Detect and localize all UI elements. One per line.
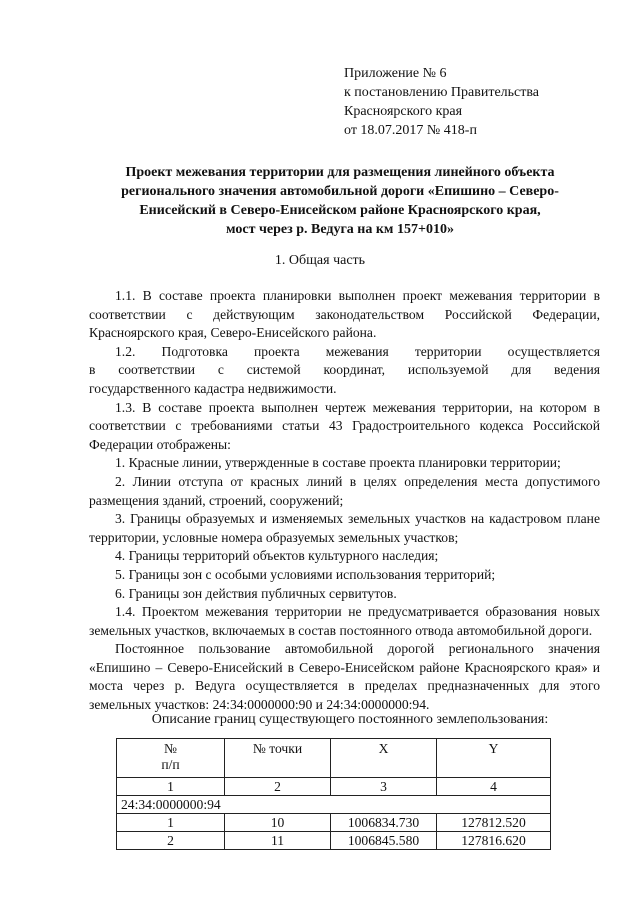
table-header-row	[117, 739, 551, 778]
column-number-cell: 2	[225, 778, 331, 796]
list-item: 2. Линии отступа от красных линий в целях определения места допустимого размещения зданий, строений, сооружений;	[89, 473, 600, 508]
table-row	[117, 832, 551, 850]
appendix-line: Приложение № 6	[344, 66, 447, 81]
list-item: 3. Границы образуемых и изменяемых земельных участков на кадастровом плане территории, условные номера образуемых земельных участков;	[89, 511, 600, 545]
header-x-cell: X	[331, 739, 437, 778]
y-cell: 127816.620	[437, 832, 551, 850]
title-line: Енисейский в Северо-Енисейском районе Красноярского края,	[139, 203, 541, 218]
header-number-line1: №	[164, 741, 177, 756]
parcel-number-cell: 24:34:0000000:94	[117, 796, 551, 814]
title-line: регионального значения автомобильной дороги «Епишино – Северо-	[121, 184, 559, 199]
paragraph: 1.1. В составе проекта планировки выполнен проект межевания территории в соответствии с действующим законодательством Российской Федерации, Красноярского края, Северо-Енисейского района.	[89, 288, 600, 341]
paragraph: 1.4. Проектом межевания территории не предусматривается образования новых земельных участков, включаемых в состав постоянного отвода автомобильной дороги.	[89, 604, 600, 638]
paragraph: государственного кадастра недвижимости.	[89, 380, 337, 396]
coordinates-table	[116, 738, 551, 850]
column-number-cell: 1	[117, 778, 225, 796]
list-item: 6. Границы зон действия публичных сервитутов.	[115, 585, 397, 601]
list-item: 4. Границы территорий объектов культурного наследия;	[115, 548, 439, 564]
list-item: 5. Границы зон с особыми условиями использования территорий;	[115, 566, 496, 582]
appendix-line: к постановлению Правительства	[344, 85, 540, 100]
header-point-cell: № точки	[225, 739, 331, 778]
title-line: Проект межевания территории для размещения линейного объекта	[125, 165, 555, 180]
appendix-header	[344, 64, 539, 140]
appendix-line: от 18.07.2017 № 418-п	[344, 123, 477, 138]
parcel-row	[117, 796, 551, 814]
title-line: мост через р. Ведуга на км 157+010»	[226, 222, 454, 237]
table-row	[117, 814, 551, 832]
header-number-cell	[117, 739, 225, 778]
column-number-cell: 3	[331, 778, 437, 796]
section-heading: 1. Общая часть	[274, 253, 366, 268]
column-number-cell: 4	[437, 778, 551, 796]
paragraph: 1.3. В составе проекта выполнен чертеж межевания территории, на котором в соответствии с требованиями статьи 43 Градостроительного кодекса Российской Федерации отображены:	[89, 399, 600, 452]
row-number-cell: 1	[117, 814, 225, 832]
appendix-line: Красноярского края	[344, 104, 463, 119]
y-cell: 127812.520	[437, 814, 551, 832]
point-cell: 11	[225, 832, 331, 850]
paragraph: в соответствии с системой координат, используемой для ведения	[89, 362, 600, 378]
header-number-line2: п/п	[161, 757, 180, 772]
list-item: 1. Красные линии, утвержденные в составе проекта планировки территории;	[115, 455, 561, 471]
paragraph: Постоянное пользование автомобильной дорогой регионального значения «Епишино – Северо-Енисейский в Северо-Енисейском районе Красноярского края» и моста через р. Ведуга осуществляется в пределах предназначенных для этого земельных участков: 24:34:0000000:90 и 24:34:0000000:94.	[89, 641, 600, 713]
x-cell: 1006834.730	[331, 814, 437, 832]
document-body	[89, 287, 600, 715]
point-cell: 10	[225, 814, 331, 832]
column-number-row	[117, 778, 551, 796]
row-number-cell: 2	[117, 832, 225, 850]
x-cell: 1006845.580	[331, 832, 437, 850]
table-caption: Описание границ существующего постоянного землепользования:	[151, 712, 549, 727]
header-y-cell: Y	[437, 739, 551, 778]
document-title	[70, 163, 610, 239]
paragraph: 1.2. Подготовка проекта межевания территории осуществляется	[115, 343, 600, 359]
